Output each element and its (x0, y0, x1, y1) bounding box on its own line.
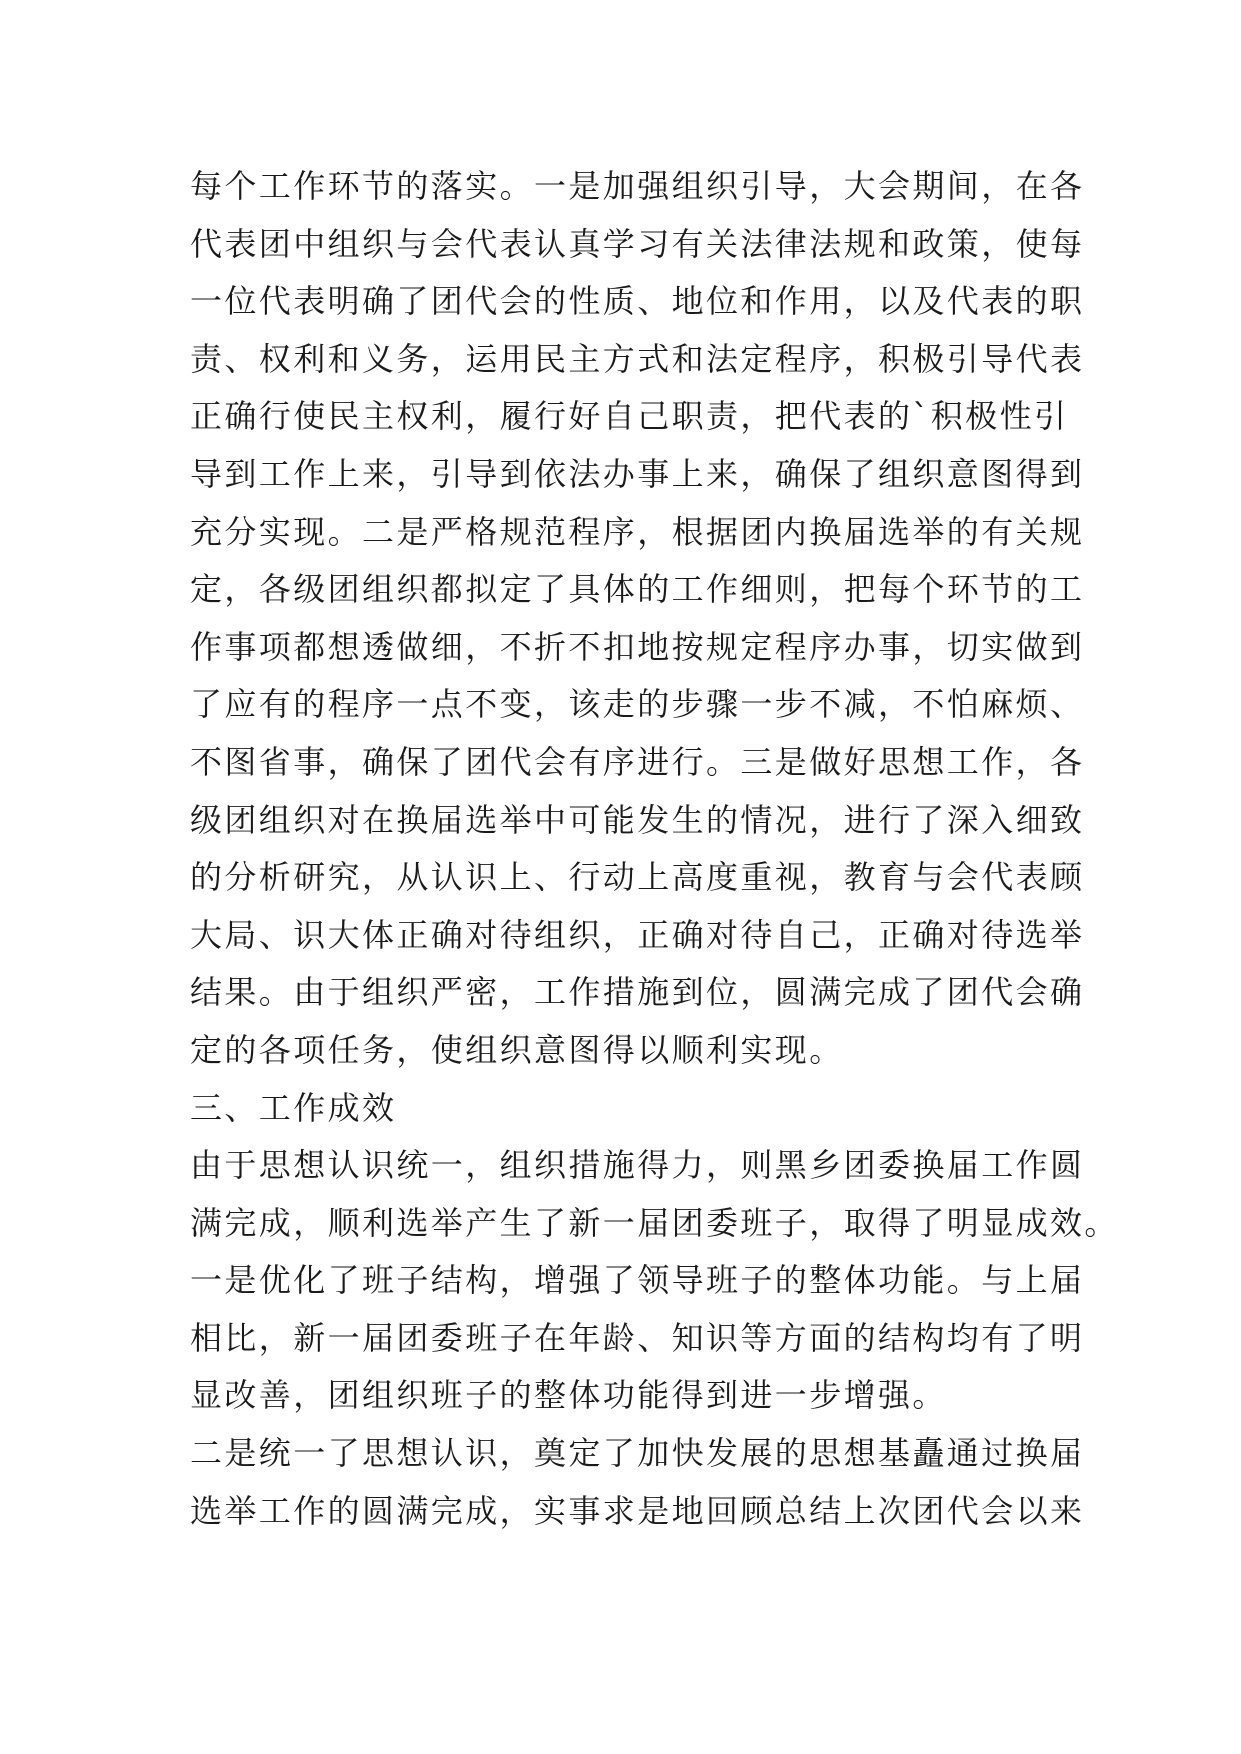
text-line: 了应有的程序一点不变，该走的步骤一步不减，不怕麻烦、 (190, 685, 1085, 724)
text-line: 一位代表明确了团代会的性质、地位和作用，以及代表的职 (190, 282, 1085, 321)
text-line: 结果。由于组织严密，工作措施到位，圆满完成了团代会确 (190, 973, 1085, 1012)
text-line: 一是优化了班子结构，增强了领导班子的整体功能。与上届 (190, 1261, 1085, 1300)
section-heading: 三、工作成效 (190, 1088, 397, 1127)
text-line: 不图省事，确保了团代会有序进行。三是做好思想工作，各 (190, 742, 1085, 781)
text-line: 责、权利和义务，运用民主方式和法定程序，积极引导代表 (190, 339, 1085, 378)
text-line: 级团组织对在换届选举中可能发生的情况，进行了深入细致 (190, 800, 1085, 839)
text-line: 显改善，团组织班子的整体功能得到进一步增强。 (190, 1376, 947, 1415)
text-line: 由于思想认识统一，组织措施得力，则黑乡团委换届工作圆 (190, 1146, 1085, 1185)
text-line: 的分析研究，从认识上、行动上高度重视，教育与会代表顾 (190, 858, 1085, 897)
text-line: 定的各项任务，使组织意图得以顺利实现。 (190, 1030, 844, 1069)
text-line: 满完成，顺利选举产生了新一届团委班子，取得了明显成效。 (190, 1203, 1119, 1242)
text-line: 定，各级团组织都拟定了具体的工作细则，把每个环节的工 (190, 570, 1085, 609)
document-body (190, 158, 1119, 1540)
text-line: 相比，新一届团委班子在年龄、知识等方面的结构均有了明 (190, 1318, 1085, 1357)
text-line: 选举工作的圆满完成，实事求是地回顾总结上次团代会以来 (190, 1491, 1085, 1530)
text-line: 充分实现。二是严格规范程序，根据团内换届选举的有关规 (190, 512, 1085, 551)
text-line: 作事项都想透做细，不折不扣地按规定程序办事，切实做到 (190, 627, 1085, 666)
text-line: 正确行使民主权利，履行好自己职责，把代表的`积极性引 (190, 397, 1069, 436)
text-line: 二是统一了思想认识，奠定了加快发展的思想基矗通过换届 (190, 1434, 1085, 1473)
text-line: 代表团中组织与会代表认真学习有关法律法规和政策，使每 (190, 224, 1085, 263)
text-line: 大局、识大体正确对待组织，正确对待自己，正确对待选举 (190, 915, 1085, 954)
text-line: 导到工作上来，引导到依法办事上来，确保了组织意图得到 (190, 454, 1085, 493)
text-line: 每个工作环节的落实。一是加强组织引导，大会期间，在各 (190, 167, 1085, 205)
